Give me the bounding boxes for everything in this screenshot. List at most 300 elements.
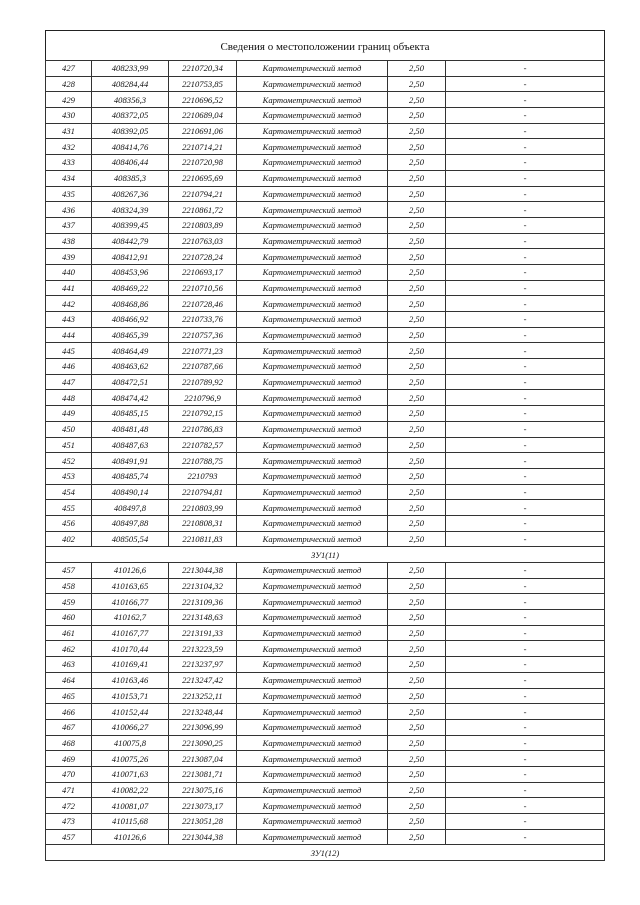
- point-number-cell: 446: [46, 359, 92, 375]
- accuracy-cell: 2,50: [388, 719, 446, 735]
- coordinate-x-cell: 410126,6: [92, 563, 169, 579]
- method-cell: Картометрический метод: [237, 515, 388, 531]
- accuracy-cell: 2,50: [388, 359, 446, 375]
- coordinate-x-cell: 408399,45: [92, 217, 169, 233]
- method-cell: Картометрический метод: [237, 594, 388, 610]
- coordinate-y-cell: 2213051,28: [169, 814, 237, 830]
- point-number-cell: 443: [46, 312, 92, 328]
- point-number-cell: 447: [46, 374, 92, 390]
- coordinate-y-cell: 2210728,46: [169, 296, 237, 312]
- accuracy-cell: 2,50: [388, 751, 446, 767]
- coordinate-x-cell: 410115,68: [92, 814, 169, 830]
- method-cell: Картометрический метод: [237, 453, 388, 469]
- accuracy-cell: 2,50: [388, 798, 446, 814]
- description-cell: -: [446, 704, 605, 720]
- coordinate-x-cell: 410075,26: [92, 751, 169, 767]
- accuracy-cell: 2,50: [388, 578, 446, 594]
- coordinate-y-cell: 2213109,36: [169, 594, 237, 610]
- accuracy-cell: 2,50: [388, 563, 446, 579]
- table-row: [46, 594, 605, 610]
- description-cell: -: [446, 327, 605, 343]
- coordinate-y-cell: 2213191,33: [169, 625, 237, 641]
- method-cell: Картометрический метод: [237, 578, 388, 594]
- point-number-cell: 458: [46, 578, 92, 594]
- coordinate-y-cell: 2210808,31: [169, 515, 237, 531]
- method-cell: Картометрический метод: [237, 437, 388, 453]
- point-number-cell: 471: [46, 782, 92, 798]
- point-number-cell: 437: [46, 217, 92, 233]
- table-row: [46, 327, 605, 343]
- description-cell: -: [446, 766, 605, 782]
- accuracy-cell: 2,50: [388, 766, 446, 782]
- coordinate-x-cell: 408463,62: [92, 359, 169, 375]
- description-cell: -: [446, 672, 605, 688]
- accuracy-cell: 2,50: [388, 704, 446, 720]
- section-label: ЗУ1(12): [46, 845, 605, 861]
- method-cell: Картометрический метод: [237, 719, 388, 735]
- method-cell: Картометрический метод: [237, 406, 388, 422]
- description-cell: -: [446, 139, 605, 155]
- point-number-cell: 427: [46, 61, 92, 77]
- coordinate-x-cell: 410082,22: [92, 782, 169, 798]
- point-number-cell: 467: [46, 719, 92, 735]
- method-cell: Картометрический метод: [237, 139, 388, 155]
- description-cell: -: [446, 186, 605, 202]
- coordinate-x-cell: 410163,46: [92, 672, 169, 688]
- method-cell: Картометрический метод: [237, 249, 388, 265]
- method-cell: Картометрический метод: [237, 782, 388, 798]
- section-label: ЗУ1(11): [46, 547, 605, 563]
- accuracy-cell: 2,50: [388, 170, 446, 186]
- accuracy-cell: 2,50: [388, 657, 446, 673]
- method-cell: Картометрический метод: [237, 76, 388, 92]
- description-cell: -: [446, 421, 605, 437]
- coordinate-x-cell: 410152,44: [92, 704, 169, 720]
- accuracy-cell: 2,50: [388, 390, 446, 406]
- description-cell: -: [446, 343, 605, 359]
- description-cell: -: [446, 484, 605, 500]
- accuracy-cell: 2,50: [388, 202, 446, 218]
- table-row: [46, 186, 605, 202]
- method-cell: Картометрический метод: [237, 657, 388, 673]
- description-cell: -: [446, 202, 605, 218]
- description-cell: -: [446, 751, 605, 767]
- description-cell: -: [446, 625, 605, 641]
- method-cell: Картометрический метод: [237, 484, 388, 500]
- accuracy-cell: 2,50: [388, 139, 446, 155]
- coordinate-y-cell: 2210789,92: [169, 374, 237, 390]
- coordinate-x-cell: 410163,65: [92, 578, 169, 594]
- coordinate-x-cell: 408497,88: [92, 515, 169, 531]
- coordinate-x-cell: 410075,8: [92, 735, 169, 751]
- point-number-cell: 450: [46, 421, 92, 437]
- description-cell: -: [446, 108, 605, 124]
- accuracy-cell: 2,50: [388, 61, 446, 77]
- coordinate-y-cell: 2210788,75: [169, 453, 237, 469]
- accuracy-cell: 2,50: [388, 264, 446, 280]
- method-cell: Картометрический метод: [237, 108, 388, 124]
- point-number-cell: 455: [46, 500, 92, 516]
- method-cell: Картометрический метод: [237, 217, 388, 233]
- coordinate-y-cell: 2210787,66: [169, 359, 237, 375]
- point-number-cell: 434: [46, 170, 92, 186]
- table-row: [46, 798, 605, 814]
- coordinate-y-cell: 2210693,17: [169, 264, 237, 280]
- accuracy-cell: 2,50: [388, 641, 446, 657]
- method-cell: Картометрический метод: [237, 531, 388, 547]
- coordinate-y-cell: 2213223,59: [169, 641, 237, 657]
- coordinate-y-cell: 2210792,15: [169, 406, 237, 422]
- table-row: [46, 202, 605, 218]
- point-number-cell: 440: [46, 264, 92, 280]
- accuracy-cell: 2,50: [388, 531, 446, 547]
- table-row: [46, 374, 605, 390]
- accuracy-cell: 2,50: [388, 500, 446, 516]
- section-label-row: [46, 547, 605, 563]
- method-cell: Картометрический метод: [237, 610, 388, 626]
- coordinate-y-cell: 2210695,69: [169, 170, 237, 186]
- accuracy-cell: 2,50: [388, 374, 446, 390]
- method-cell: Картометрический метод: [237, 61, 388, 77]
- table-row: [46, 782, 605, 798]
- coordinate-x-cell: 408481,48: [92, 421, 169, 437]
- method-cell: Картометрический метод: [237, 264, 388, 280]
- accuracy-cell: 2,50: [388, 468, 446, 484]
- coordinate-x-cell: 408474,42: [92, 390, 169, 406]
- point-number-cell: 453: [46, 468, 92, 484]
- accuracy-cell: 2,50: [388, 672, 446, 688]
- method-cell: Картометрический метод: [237, 280, 388, 296]
- description-cell: -: [446, 406, 605, 422]
- point-number-cell: 439: [46, 249, 92, 265]
- accuracy-cell: 2,50: [388, 312, 446, 328]
- coordinate-x-cell: 408468,86: [92, 296, 169, 312]
- point-number-cell: 451: [46, 437, 92, 453]
- table-row: [46, 515, 605, 531]
- method-cell: Картометрический метод: [237, 751, 388, 767]
- coordinate-x-cell: 408324,39: [92, 202, 169, 218]
- table-row: [46, 155, 605, 171]
- description-cell: -: [446, 61, 605, 77]
- point-number-cell: 441: [46, 280, 92, 296]
- table-row: [46, 657, 605, 673]
- coordinate-x-cell: 410081,07: [92, 798, 169, 814]
- description-cell: -: [446, 76, 605, 92]
- description-cell: -: [446, 578, 605, 594]
- coordinate-x-cell: 408412,91: [92, 249, 169, 265]
- point-number-cell: 438: [46, 233, 92, 249]
- method-cell: Картометрический метод: [237, 155, 388, 171]
- point-number-cell: 472: [46, 798, 92, 814]
- method-cell: Картометрический метод: [237, 170, 388, 186]
- table-row: [46, 359, 605, 375]
- point-number-cell: 402: [46, 531, 92, 547]
- coordinate-x-cell: 410153,71: [92, 688, 169, 704]
- coordinate-y-cell: 2210803,99: [169, 500, 237, 516]
- description-cell: -: [446, 233, 605, 249]
- description-cell: -: [446, 657, 605, 673]
- table-row: [46, 264, 605, 280]
- description-cell: -: [446, 374, 605, 390]
- table-row: [46, 500, 605, 516]
- table-row: [46, 312, 605, 328]
- description-cell: -: [446, 719, 605, 735]
- coordinate-y-cell: 2210786,83: [169, 421, 237, 437]
- description-cell: -: [446, 641, 605, 657]
- point-number-cell: 436: [46, 202, 92, 218]
- description-cell: -: [446, 594, 605, 610]
- description-cell: -: [446, 359, 605, 375]
- accuracy-cell: 2,50: [388, 296, 446, 312]
- table-row: [46, 735, 605, 751]
- method-cell: Картометрический метод: [237, 563, 388, 579]
- description-cell: -: [446, 437, 605, 453]
- coordinate-y-cell: 2210728,24: [169, 249, 237, 265]
- coordinate-x-cell: 408487,63: [92, 437, 169, 453]
- coordinate-x-cell: 410170,44: [92, 641, 169, 657]
- coordinate-y-cell: 2210861,72: [169, 202, 237, 218]
- point-number-cell: 460: [46, 610, 92, 626]
- coordinate-x-cell: 408485,74: [92, 468, 169, 484]
- table-row: [46, 437, 605, 453]
- coordinate-x-cell: 408284,44: [92, 76, 169, 92]
- coordinate-y-cell: 2210689,04: [169, 108, 237, 124]
- accuracy-cell: 2,50: [388, 327, 446, 343]
- table-row: [46, 61, 605, 77]
- table-row: [46, 766, 605, 782]
- document-sheet: [45, 30, 605, 861]
- table-row: [46, 170, 605, 186]
- table-row: [46, 139, 605, 155]
- table-row: [46, 233, 605, 249]
- description-cell: -: [446, 500, 605, 516]
- coordinate-y-cell: 2210794,21: [169, 186, 237, 202]
- table-row: [46, 343, 605, 359]
- coordinate-y-cell: 2210796,9: [169, 390, 237, 406]
- coordinate-y-cell: 2213081,71: [169, 766, 237, 782]
- coordinate-x-cell: 408233,99: [92, 61, 169, 77]
- coordinate-x-cell: 408464,49: [92, 343, 169, 359]
- accuracy-cell: 2,50: [388, 484, 446, 500]
- table-row: [46, 217, 605, 233]
- method-cell: Картометрический метод: [237, 421, 388, 437]
- table-row: [46, 390, 605, 406]
- accuracy-cell: 2,50: [388, 688, 446, 704]
- method-cell: Картометрический метод: [237, 312, 388, 328]
- coordinate-x-cell: 408490,14: [92, 484, 169, 500]
- table-row: [46, 108, 605, 124]
- accuracy-cell: 2,50: [388, 453, 446, 469]
- coordinate-y-cell: 2213252,11: [169, 688, 237, 704]
- table-row: [46, 641, 605, 657]
- accuracy-cell: 2,50: [388, 515, 446, 531]
- description-cell: -: [446, 688, 605, 704]
- coordinate-x-cell: 410167,77: [92, 625, 169, 641]
- coordinate-y-cell: 2210691,06: [169, 123, 237, 139]
- point-number-cell: 470: [46, 766, 92, 782]
- method-cell: Картометрический метод: [237, 704, 388, 720]
- accuracy-cell: 2,50: [388, 421, 446, 437]
- coordinate-y-cell: 2213148,63: [169, 610, 237, 626]
- coordinate-x-cell: 408385,3: [92, 170, 169, 186]
- point-number-cell: 442: [46, 296, 92, 312]
- method-cell: Картометрический метод: [237, 688, 388, 704]
- coordinate-x-cell: 408442,79: [92, 233, 169, 249]
- coordinate-x-cell: 410162,7: [92, 610, 169, 626]
- point-number-cell: 449: [46, 406, 92, 422]
- method-cell: Картометрический метод: [237, 766, 388, 782]
- document-title: Сведения о местоположении границ объекта: [45, 30, 605, 60]
- coordinate-x-cell: 408267,36: [92, 186, 169, 202]
- coordinate-x-cell: 410169,41: [92, 657, 169, 673]
- description-cell: -: [446, 170, 605, 186]
- coordinate-y-cell: 2210696,52: [169, 92, 237, 108]
- table-row: [46, 406, 605, 422]
- point-number-cell: 429: [46, 92, 92, 108]
- description-cell: -: [446, 390, 605, 406]
- coordinate-y-cell: 2210794,81: [169, 484, 237, 500]
- coordinate-x-cell: 410071,63: [92, 766, 169, 782]
- table-row: [46, 814, 605, 830]
- table-row: [46, 249, 605, 265]
- description-cell: -: [446, 453, 605, 469]
- method-cell: Картометрический метод: [237, 798, 388, 814]
- table-row: [46, 704, 605, 720]
- coordinate-y-cell: 2213044,38: [169, 563, 237, 579]
- coordinate-y-cell: 2213087,04: [169, 751, 237, 767]
- boundary-coordinates-table: [45, 60, 605, 861]
- accuracy-cell: 2,50: [388, 594, 446, 610]
- table-row: [46, 531, 605, 547]
- point-number-cell: 448: [46, 390, 92, 406]
- table-row: [46, 563, 605, 579]
- method-cell: Картометрический метод: [237, 829, 388, 845]
- coordinate-y-cell: 2210720,98: [169, 155, 237, 171]
- coordinate-x-cell: 408485,15: [92, 406, 169, 422]
- point-number-cell: 454: [46, 484, 92, 500]
- point-number-cell: 469: [46, 751, 92, 767]
- method-cell: Картометрический метод: [237, 814, 388, 830]
- table-row: [46, 296, 605, 312]
- description-cell: -: [446, 123, 605, 139]
- method-cell: Картометрический метод: [237, 296, 388, 312]
- method-cell: Картометрический метод: [237, 202, 388, 218]
- table-row: [46, 578, 605, 594]
- accuracy-cell: 2,50: [388, 343, 446, 359]
- table-row: [46, 719, 605, 735]
- description-cell: -: [446, 735, 605, 751]
- coordinate-y-cell: 2210763,03: [169, 233, 237, 249]
- method-cell: Картометрический метод: [237, 672, 388, 688]
- coordinate-y-cell: 2213096,99: [169, 719, 237, 735]
- method-cell: Картометрический метод: [237, 625, 388, 641]
- accuracy-cell: 2,50: [388, 782, 446, 798]
- coordinate-y-cell: 2213237,97: [169, 657, 237, 673]
- coordinate-y-cell: 2210757,36: [169, 327, 237, 343]
- accuracy-cell: 2,50: [388, 92, 446, 108]
- description-cell: -: [446, 610, 605, 626]
- description-cell: -: [446, 798, 605, 814]
- accuracy-cell: 2,50: [388, 155, 446, 171]
- table-row: [46, 468, 605, 484]
- accuracy-cell: 2,50: [388, 625, 446, 641]
- description-cell: -: [446, 249, 605, 265]
- table-body: [46, 61, 605, 861]
- coordinate-y-cell: 2210720,34: [169, 61, 237, 77]
- coordinate-x-cell: 408465,39: [92, 327, 169, 343]
- coordinate-x-cell: 408491,91: [92, 453, 169, 469]
- coordinate-y-cell: 2210811,83: [169, 531, 237, 547]
- coordinate-y-cell: 2213104,32: [169, 578, 237, 594]
- coordinate-y-cell: 2210803,89: [169, 217, 237, 233]
- accuracy-cell: 2,50: [388, 437, 446, 453]
- coordinate-y-cell: 2210771,23: [169, 343, 237, 359]
- coordinate-y-cell: 2210793: [169, 468, 237, 484]
- accuracy-cell: 2,50: [388, 829, 446, 845]
- coordinate-x-cell: 408372,05: [92, 108, 169, 124]
- coordinate-y-cell: 2213075,16: [169, 782, 237, 798]
- method-cell: Картометрический метод: [237, 359, 388, 375]
- description-cell: -: [446, 296, 605, 312]
- method-cell: Картометрический метод: [237, 233, 388, 249]
- table-row: [46, 688, 605, 704]
- point-number-cell: 433: [46, 155, 92, 171]
- table-row: [46, 280, 605, 296]
- point-number-cell: 445: [46, 343, 92, 359]
- coordinate-x-cell: 410166,77: [92, 594, 169, 610]
- accuracy-cell: 2,50: [388, 233, 446, 249]
- description-cell: -: [446, 782, 605, 798]
- table-row: [46, 672, 605, 688]
- table-row: [46, 484, 605, 500]
- description-cell: -: [446, 531, 605, 547]
- coordinate-x-cell: 408453,96: [92, 264, 169, 280]
- coordinate-x-cell: 408469,22: [92, 280, 169, 296]
- description-cell: -: [446, 515, 605, 531]
- table-row: [46, 123, 605, 139]
- accuracy-cell: 2,50: [388, 280, 446, 296]
- method-cell: Картометрический метод: [237, 327, 388, 343]
- point-number-cell: 452: [46, 453, 92, 469]
- description-cell: -: [446, 814, 605, 830]
- accuracy-cell: 2,50: [388, 123, 446, 139]
- description-cell: -: [446, 264, 605, 280]
- method-cell: Картометрический метод: [237, 123, 388, 139]
- method-cell: Картометрический метод: [237, 390, 388, 406]
- point-number-cell: 431: [46, 123, 92, 139]
- description-cell: -: [446, 217, 605, 233]
- method-cell: Картометрический метод: [237, 186, 388, 202]
- coordinate-x-cell: 408466,92: [92, 312, 169, 328]
- point-number-cell: 466: [46, 704, 92, 720]
- method-cell: Картометрический метод: [237, 468, 388, 484]
- method-cell: Картометрический метод: [237, 92, 388, 108]
- method-cell: Картометрический метод: [237, 343, 388, 359]
- accuracy-cell: 2,50: [388, 217, 446, 233]
- accuracy-cell: 2,50: [388, 186, 446, 202]
- point-number-cell: 444: [46, 327, 92, 343]
- accuracy-cell: 2,50: [388, 108, 446, 124]
- point-number-cell: 456: [46, 515, 92, 531]
- table-row: [46, 92, 605, 108]
- coordinate-y-cell: 2210782,57: [169, 437, 237, 453]
- description-cell: -: [446, 155, 605, 171]
- point-number-cell: 457: [46, 829, 92, 845]
- coordinate-y-cell: 2210733,76: [169, 312, 237, 328]
- description-cell: -: [446, 468, 605, 484]
- description-cell: -: [446, 829, 605, 845]
- point-number-cell: 463: [46, 657, 92, 673]
